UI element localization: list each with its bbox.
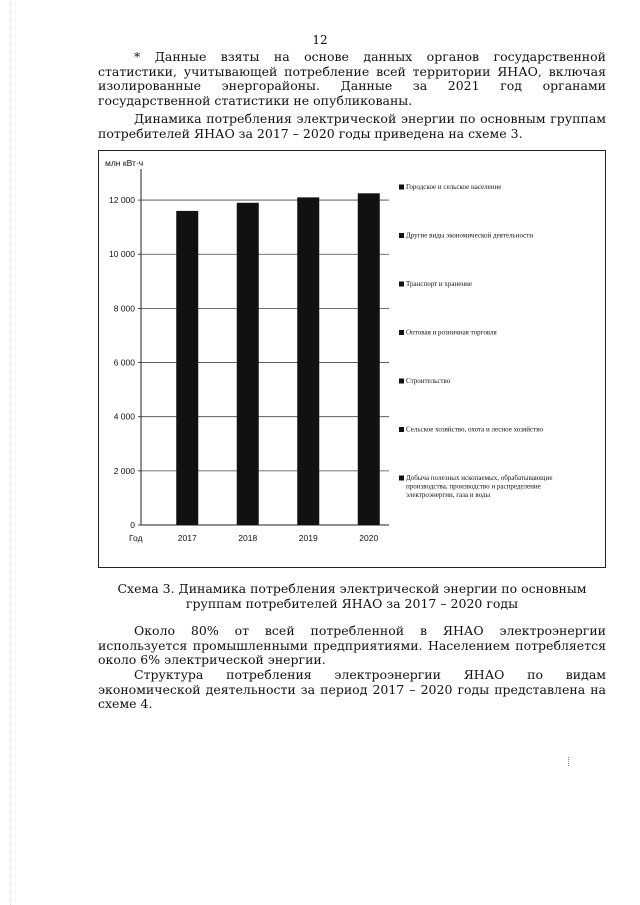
legend-swatch [399,427,404,432]
footnote-paragraph: * Данные взяты на основе данных органов государственной статистики, учитывающей потребление всей территории ЯНАО, включая изолированные энергорайоны. Данные за 2021 год органами государственной статистики не опубликованы. [98,49,606,108]
bar-2018 [237,203,259,525]
legend-swatch [399,330,404,335]
consumption-bar-chart [99,151,607,569]
x-axis-label: Год [129,533,143,543]
scan-mark [568,757,571,766]
share-paragraph: Около 80% от всей потребленной в ЯНАО электроэнергии используется промышленными предприятиями. Населением потребляется около 6% электрической энергии. [98,623,606,667]
legend-swatch [399,379,404,384]
x-tick-label: 2017 [177,533,197,543]
page-number: 12 [312,33,328,47]
legend-label: Оптовая и розничная торговля [406,328,497,337]
legend-label: Транспорт и хранение [406,280,472,288]
y-tick-label: 10 000 [109,249,135,260]
x-tick-label: 2020 [359,533,379,543]
bar-2020 [358,193,380,525]
legend-swatch [399,185,404,190]
intro-paragraph: Динамика потребления электрической энергии по основным группам потребителей ЯНАО за 2017 – 2020 годы приведена на схеме 3. [98,111,606,141]
legend-label: Сельское хозяйство, охота и лесное хозяйство [406,425,543,434]
y-axis-unit-label: млн кВт·ч [105,158,144,168]
y-tick-label: 4 000 [113,411,135,422]
legend-label: Другие виды экономической деятельности [406,231,534,240]
y-tick-label: 12 000 [109,195,135,206]
bar-2019 [297,197,319,525]
legend-label: Добыча полезных ископаемых, обрабатывающие производства, производство и распределение электроэнергии, газа и воды [406,474,553,499]
y-tick-label: 0 [130,520,135,530]
legend-swatch [399,282,404,287]
y-tick-label: 8 000 [113,303,135,314]
x-tick-label: 2019 [298,533,318,543]
y-tick-label: 2 000 [113,465,135,476]
chart-caption: Схема 3. Динамика потребления электрической энергии по основным группам потребителей ЯНАО за 2017 – 2020 годы [117,581,587,611]
legend-label: Городское и сельское население [406,183,502,191]
legend-swatch [399,233,404,238]
x-tick-label: 2018 [238,533,258,543]
bar-2017 [176,211,198,525]
y-tick-label: 6 000 [113,357,135,368]
page-edge-decoration [10,0,12,905]
structure-paragraph: Структура потребления электроэнергии ЯНАО по видам экономической деятельности за период 2017 – 2020 годы представлена на схеме 4. [98,667,606,711]
legend-swatch [399,476,404,481]
chart-frame [98,150,606,568]
legend-label: Строительство [406,377,451,385]
